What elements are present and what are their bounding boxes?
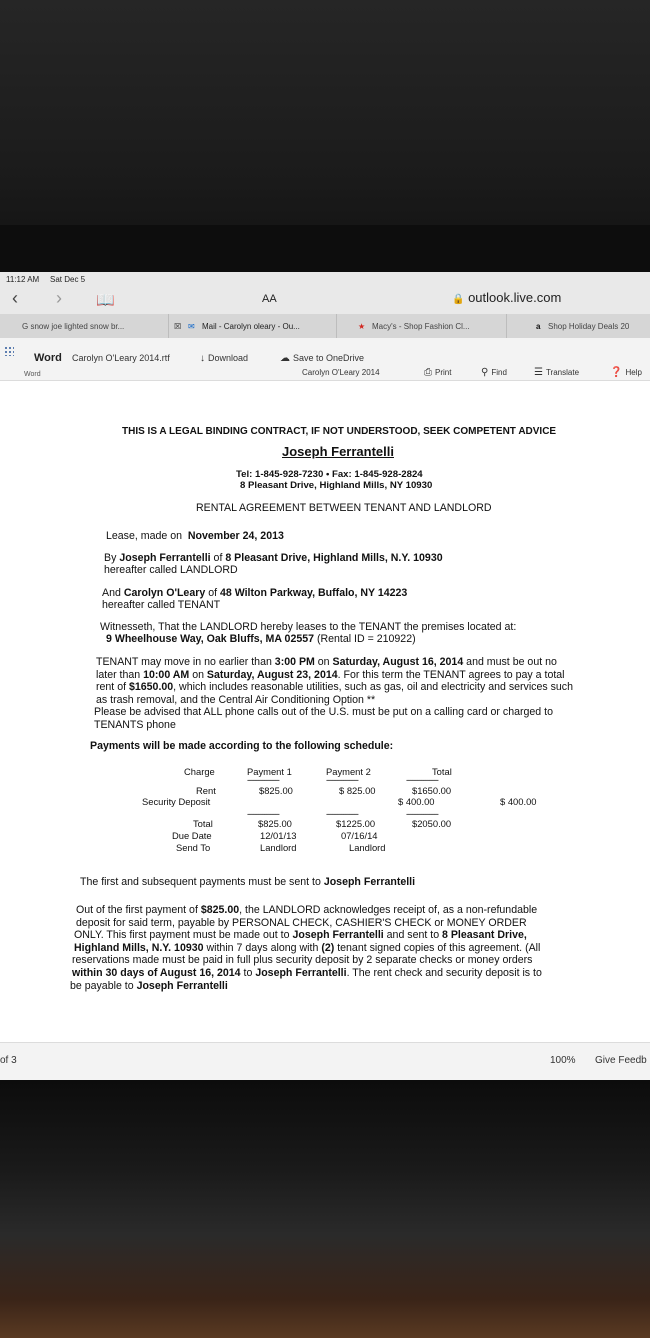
by-label: By — [104, 552, 117, 564]
divider: --------------- — [247, 808, 279, 819]
text-run: within 30 days of August 16, 2014 — [72, 967, 241, 979]
paragraph-line — [74, 929, 527, 942]
first-payments-line — [80, 876, 415, 889]
premises-address: 9 Wheelhouse Way, Oak Bluffs, MA 02557 — [106, 633, 315, 645]
page-count: of 3 — [0, 1055, 17, 1066]
text-run: on — [189, 668, 207, 681]
text-run: Saturday, August 16, 2014 — [332, 656, 464, 668]
text-run: within 7 days along with — [203, 941, 322, 954]
give-feedback-button[interactable]: Give Feedb — [595, 1055, 647, 1066]
close-icon[interactable]: ☒ — [174, 322, 182, 331]
tab-bar — [0, 314, 650, 338]
deposit-label: Security Deposit — [142, 796, 211, 807]
find-label: Find — [491, 368, 507, 377]
star-icon: ★ — [358, 322, 366, 331]
file-name: Carolyn O'Leary 2014.rtf — [72, 353, 170, 363]
zoom-level[interactable]: 100% — [550, 1055, 576, 1066]
save-onedrive-button[interactable] — [280, 353, 364, 364]
divider: --------------- — [326, 808, 358, 819]
translate-icon: ☰ — [534, 367, 543, 378]
download-button[interactable] — [200, 353, 248, 364]
device-bezel — [0, 225, 650, 275]
text-run: . The rent check and security deposit is to — [346, 967, 542, 979]
text-run: and sent to — [383, 929, 443, 942]
reader-button[interactable]: AA — [262, 293, 277, 305]
photo-background-bottom — [0, 1080, 650, 1338]
header-total: Total — [432, 766, 452, 777]
help-icon: ❓ — [610, 367, 623, 378]
text-run: Highland Mills, N.Y. 10930 — [74, 941, 204, 954]
landlord-line — [104, 552, 443, 565]
divider: --------------- — [326, 774, 358, 785]
lock-icon: 🔒 — [452, 294, 465, 305]
text-run: $1650.00 — [128, 681, 174, 694]
contact-line: Tel: 1-845-928-7230 • Fax: 1-845-928-2824 — [236, 469, 423, 480]
header-charge: Charge — [184, 766, 215, 777]
paragraph-line — [72, 954, 532, 967]
forward-icon[interactable]: › — [56, 288, 62, 308]
rent-payment-2: $ 825.00 — [339, 785, 376, 796]
text-run: deposit for said term, payable by PERSONAL CHECK, CASHIER'S CHECK or MONEY ORDER — [76, 916, 527, 929]
send-to-1: Landlord — [260, 842, 297, 853]
payment-table — [62, 760, 622, 870]
tab-snow-joe[interactable] — [0, 314, 169, 338]
divider: --------------- — [247, 774, 279, 785]
paragraph-line — [94, 719, 176, 732]
rent-label: Rent — [196, 785, 216, 796]
app-launcher-icon[interactable] — [4, 346, 14, 356]
cloud-icon: ☁ — [280, 353, 290, 364]
rent-total: $1650.00 — [412, 785, 452, 796]
total-label: Total — [193, 818, 213, 829]
url-text: outlook.live.com — [468, 290, 562, 305]
header-payment-1: Payment 1 — [247, 766, 292, 777]
text-run: . For this term the TENANT agrees to pay a total — [337, 668, 565, 681]
paragraph-line — [96, 669, 565, 682]
text-run: on — [314, 656, 333, 668]
schedule-heading: Payments will be made according to the following schedule: — [90, 740, 394, 752]
text-run: Joseph Ferrantelli — [136, 979, 228, 992]
printer-icon: ⎙ — [424, 367, 432, 378]
text-run: rent of — [96, 681, 129, 694]
due-date-2: 07/16/14 — [341, 830, 378, 841]
download-label: Download — [208, 353, 249, 363]
paragraph-line — [72, 967, 542, 980]
paragraph-line — [74, 942, 540, 955]
tenant-called: hereafter called TENANT — [102, 599, 221, 611]
text-run: , which includes reasonable utilities, such as gas, oil and electricity and services such — [173, 681, 573, 694]
and-label: And — [102, 587, 121, 599]
landlord-called: hereafter called LANDLORD — [104, 564, 238, 576]
text-run: to — [240, 967, 256, 979]
paragraph-line — [94, 706, 553, 719]
text-run: reservations made must be paid in full plus security deposit by 2 separate checks or money orders — [72, 954, 533, 967]
tenant-address: 48 Wilton Parkway, Buffalo, NY 14223 — [219, 587, 408, 599]
text-run: 8 Pleasant Drive, — [442, 929, 527, 942]
text-run: be payable to — [70, 979, 137, 992]
due-date-1: 12/01/13 — [260, 830, 297, 841]
tab-amazon[interactable] — [506, 314, 650, 338]
witness-line: Witnesseth, That the LANDLORD hereby leases to the TENANT the premises located at: — [100, 621, 517, 633]
lease-label: Lease, made on — [106, 530, 182, 542]
rental-id: (Rental ID = 210922) — [316, 633, 416, 645]
tab-label: Shop Holiday Deals 20 — [548, 322, 630, 331]
address-line: 8 Pleasant Drive, Highland Mills, NY 10930 — [240, 480, 433, 491]
word-label-small: Word — [24, 371, 41, 378]
deposit-total: $ 400.00 — [398, 796, 435, 807]
landlord-address: 8 Pleasant Drive, Highland Mills, N.Y. 10930 — [225, 552, 443, 564]
word-app-name: Word — [34, 352, 62, 364]
search-icon: ⚲ — [481, 367, 489, 378]
text-run: Out of the first payment of — [76, 904, 201, 916]
print-label: Print — [435, 368, 452, 377]
address-bar[interactable] — [452, 290, 561, 305]
help-label: Help — [625, 368, 642, 377]
send-to-2: Landlord — [349, 842, 386, 853]
paragraph-line — [70, 980, 228, 993]
first-payments-text: The first and subsequent payments must be sent to — [80, 876, 321, 888]
text-run: TENANTS phone — [94, 719, 176, 731]
text-run: 3:00 PM — [274, 656, 315, 668]
amazon-icon: a — [536, 322, 541, 331]
document-title: Carolyn O'Leary 2014 — [302, 368, 380, 377]
landlord-name: Joseph Ferrantelli — [119, 552, 211, 564]
lease-line — [106, 530, 284, 543]
due-date-label: Due Date — [172, 830, 212, 841]
tab-macys[interactable] — [336, 314, 507, 338]
help-button[interactable] — [610, 367, 642, 378]
total-total: $2050.00 — [412, 818, 452, 829]
send-to-label: Send To — [176, 842, 211, 853]
print-button[interactable] — [424, 367, 451, 378]
premises-line — [106, 633, 416, 646]
first-payments-name: Joseph Ferrantelli — [323, 876, 416, 888]
lease-date: November 24, 2013 — [187, 530, 284, 542]
agreement-title: RENTAL AGREEMENT BETWEEN TENANT AND LANDLORD — [196, 502, 492, 514]
text-run: 10:00 AM — [143, 668, 190, 681]
browser-nav-bar — [0, 284, 650, 314]
of-label: of — [208, 587, 218, 599]
text-run: later than — [96, 668, 144, 681]
download-icon: ↓ — [200, 353, 205, 364]
text-run: tenant signed copies of this agreement. (All — [334, 941, 541, 954]
paragraph-line — [96, 694, 375, 707]
text-run: as trash removal, and the Central Air Conditioning Option ** — [96, 693, 376, 706]
total-payment-1: $825.00 — [258, 818, 292, 829]
landlord-heading-name: Joseph Ferrantelli — [282, 444, 394, 459]
text-run: TENANT may move in no earlier than — [96, 656, 275, 668]
text-run: (2) — [321, 941, 335, 954]
save-onedrive-label: Save to OneDrive — [293, 353, 365, 363]
text-run: Saturday, August 23, 2014 — [206, 668, 338, 681]
translate-button[interactable] — [534, 367, 579, 378]
outlook-icon: ✉ — [188, 322, 195, 331]
status-time: 11:12 AM — [6, 275, 40, 284]
text-run: , the LANDLORD acknowledges receipt of, as a non-refundable — [239, 904, 538, 916]
total-payment-2: $1225.00 — [336, 818, 376, 829]
back-icon[interactable]: ‹ — [12, 288, 18, 308]
status-footer — [0, 1042, 650, 1080]
paragraph-line — [96, 656, 557, 669]
tablet-screen — [0, 272, 650, 1080]
tenant-name: Carolyn O'Leary — [123, 587, 206, 599]
deposit-extra: $ 400.00 — [500, 796, 537, 807]
text-run: ONLY. This first payment must be made out to — [74, 929, 293, 942]
rent-payment-1: $825.00 — [259, 785, 293, 796]
legal-heading: THIS IS A LEGAL BINDING CONTRACT, IF NOT UNDERSTOOD, SEEK COMPETENT ADVICE — [122, 426, 557, 437]
tab-mail[interactable] — [168, 314, 337, 338]
status-date: Sat Dec 5 — [50, 275, 86, 284]
word-toolbar — [0, 338, 650, 381]
tab-label: Macy's - Shop Fashion Cl... — [372, 322, 470, 331]
text-run: Joseph Ferrantelli — [292, 929, 384, 942]
paragraph-line — [76, 904, 537, 917]
paragraph-line — [96, 681, 573, 694]
header-payment-2: Payment 2 — [326, 766, 371, 777]
tab-label: Mail - Carolyn oleary - Ou... — [202, 322, 300, 331]
bookmarks-icon[interactable]: 📖 — [96, 292, 115, 309]
translate-label: Translate — [545, 368, 580, 377]
tab-label: G snow joe lighted snow br... — [22, 322, 125, 331]
text-run: Please be advised that ALL phone calls out of the U.S. must be put on a calling card or charged to — [94, 706, 553, 719]
of-label: of — [213, 552, 223, 564]
find-button[interactable] — [481, 367, 507, 378]
divider: --------------- — [406, 774, 438, 785]
divider: --------------- — [406, 808, 438, 819]
document-page — [62, 380, 622, 1040]
text-run: $825.00 — [200, 904, 240, 916]
paragraph-line — [76, 917, 527, 930]
text-run: Joseph Ferrantelli — [255, 967, 347, 979]
text-run: and must be out no — [463, 656, 557, 668]
tenant-line — [102, 587, 407, 600]
